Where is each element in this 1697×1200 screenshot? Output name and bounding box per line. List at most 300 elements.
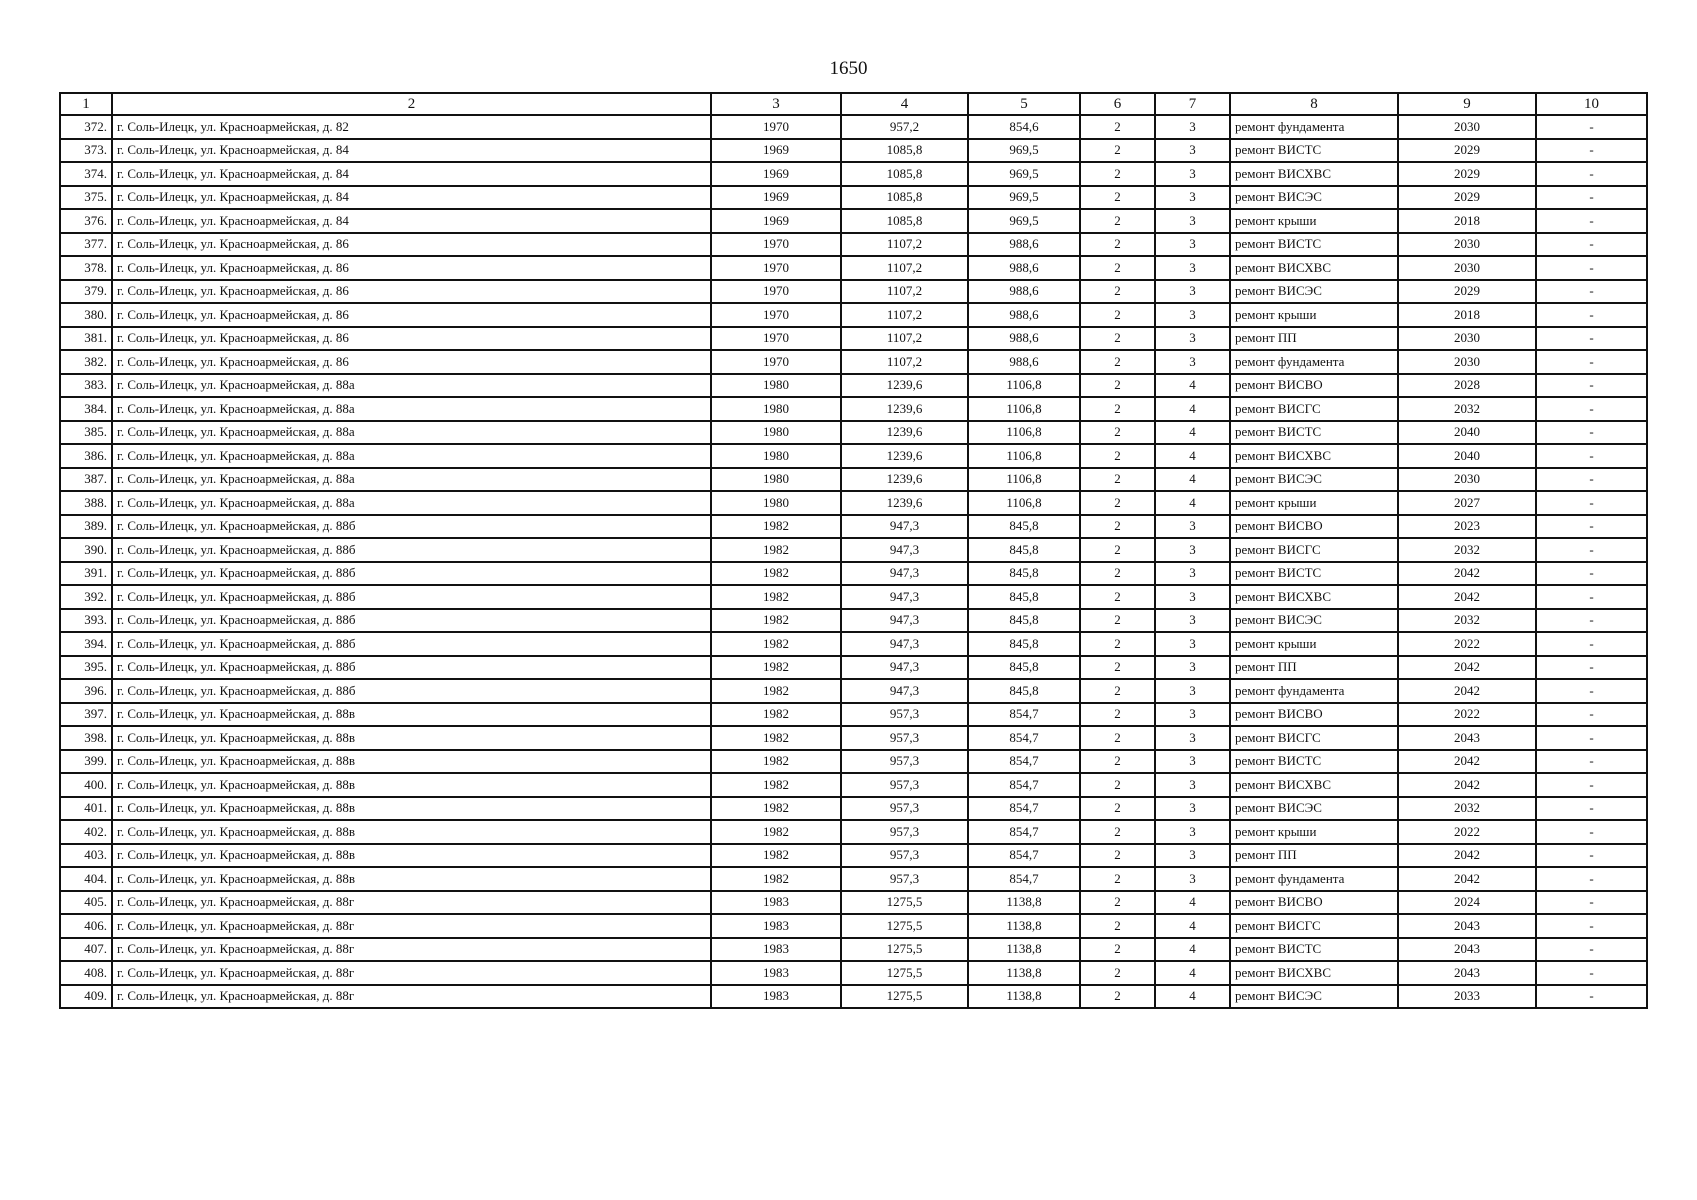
cell-row-number: 385. [60, 421, 112, 445]
cell-living-area: 854,7 [968, 703, 1080, 727]
cell-total-area: 1239,6 [841, 468, 968, 492]
cell-note: - [1536, 609, 1647, 633]
cell-row-number: 380. [60, 303, 112, 327]
cell-total-area: 947,3 [841, 632, 968, 656]
cell-note: - [1536, 820, 1647, 844]
table-row [60, 209, 1647, 233]
table-row [60, 256, 1647, 280]
cell-planned-year: 2030 [1398, 233, 1536, 257]
cell-living-area: 988,6 [968, 233, 1080, 257]
cell-build-year: 1970 [711, 327, 841, 351]
cell-planned-year: 2032 [1398, 797, 1536, 821]
cell-living-area: 854,6 [968, 115, 1080, 139]
cell-planned-year: 2029 [1398, 186, 1536, 210]
cell-total-area: 1239,6 [841, 491, 968, 515]
cell-entrances: 3 [1155, 538, 1230, 562]
cell-total-area: 1085,8 [841, 162, 968, 186]
cell-note: - [1536, 397, 1647, 421]
cell-total-area: 947,3 [841, 515, 968, 539]
cell-total-area: 1275,5 [841, 891, 968, 915]
cell-entrances: 3 [1155, 515, 1230, 539]
cell-row-number: 399. [60, 750, 112, 774]
column-header: 5 [968, 93, 1080, 115]
cell-work-type: ремонт ПП [1230, 327, 1398, 351]
cell-build-year: 1970 [711, 115, 841, 139]
cell-build-year: 1983 [711, 891, 841, 915]
cell-address: г. Соль-Илецк, ул. Красноармейская, д. 88в [112, 750, 711, 774]
cell-note: - [1536, 421, 1647, 445]
cell-entrances: 3 [1155, 773, 1230, 797]
cell-build-year: 1982 [711, 562, 841, 586]
cell-living-area: 1106,8 [968, 397, 1080, 421]
cell-entrances: 4 [1155, 421, 1230, 445]
cell-work-type: ремонт ВИСВО [1230, 703, 1398, 727]
cell-planned-year: 2028 [1398, 374, 1536, 398]
cell-entrances: 4 [1155, 491, 1230, 515]
cell-floors: 2 [1080, 162, 1155, 186]
cell-entrances: 3 [1155, 209, 1230, 233]
cell-address: г. Соль-Илецк, ул. Красноармейская, д. 88б [112, 538, 711, 562]
cell-row-number: 372. [60, 115, 112, 139]
cell-address: г. Соль-Илецк, ул. Красноармейская, д. 88б [112, 585, 711, 609]
cell-row-number: 397. [60, 703, 112, 727]
cell-living-area: 988,6 [968, 303, 1080, 327]
cell-entrances: 3 [1155, 139, 1230, 163]
cell-total-area: 1275,5 [841, 961, 968, 985]
cell-floors: 2 [1080, 256, 1155, 280]
cell-build-year: 1970 [711, 280, 841, 304]
cell-total-area: 947,3 [841, 609, 968, 633]
cell-living-area: 1106,8 [968, 421, 1080, 445]
cell-note: - [1536, 679, 1647, 703]
cell-floors: 2 [1080, 703, 1155, 727]
cell-address: г. Соль-Илецк, ул. Красноармейская, д. 88в [112, 867, 711, 891]
cell-floors: 2 [1080, 961, 1155, 985]
cell-build-year: 1982 [711, 773, 841, 797]
cell-total-area: 957,2 [841, 115, 968, 139]
table-row [60, 468, 1647, 492]
cell-planned-year: 2032 [1398, 538, 1536, 562]
cell-note: - [1536, 867, 1647, 891]
cell-floors: 2 [1080, 350, 1155, 374]
table-row [60, 773, 1647, 797]
cell-work-type: ремонт ВИСЭС [1230, 609, 1398, 633]
cell-note: - [1536, 280, 1647, 304]
cell-planned-year: 2043 [1398, 961, 1536, 985]
cell-living-area: 1106,8 [968, 491, 1080, 515]
cell-build-year: 1983 [711, 985, 841, 1009]
cell-note: - [1536, 468, 1647, 492]
table-row [60, 985, 1647, 1009]
cell-row-number: 392. [60, 585, 112, 609]
cell-work-type: ремонт фундамента [1230, 115, 1398, 139]
cell-living-area: 854,7 [968, 820, 1080, 844]
cell-row-number: 373. [60, 139, 112, 163]
cell-floors: 2 [1080, 985, 1155, 1009]
cell-living-area: 854,7 [968, 797, 1080, 821]
cell-planned-year: 2022 [1398, 703, 1536, 727]
cell-total-area: 1107,2 [841, 350, 968, 374]
cell-build-year: 1969 [711, 139, 841, 163]
cell-build-year: 1983 [711, 961, 841, 985]
cell-row-number: 374. [60, 162, 112, 186]
cell-note: - [1536, 844, 1647, 868]
cell-address: г. Соль-Илецк, ул. Красноармейская, д. 86 [112, 303, 711, 327]
table-row [60, 679, 1647, 703]
cell-total-area: 947,3 [841, 679, 968, 703]
cell-planned-year: 2042 [1398, 844, 1536, 868]
table-row [60, 397, 1647, 421]
cell-row-number: 396. [60, 679, 112, 703]
cell-entrances: 3 [1155, 844, 1230, 868]
cell-build-year: 1982 [711, 750, 841, 774]
table-row [60, 656, 1647, 680]
cell-living-area: 1106,8 [968, 468, 1080, 492]
cell-planned-year: 2033 [1398, 985, 1536, 1009]
cell-floors: 2 [1080, 444, 1155, 468]
cell-floors: 2 [1080, 609, 1155, 633]
cell-row-number: 390. [60, 538, 112, 562]
cell-total-area: 957,3 [841, 773, 968, 797]
table-row [60, 538, 1647, 562]
cell-total-area: 957,3 [841, 867, 968, 891]
cell-floors: 2 [1080, 515, 1155, 539]
cell-planned-year: 2030 [1398, 350, 1536, 374]
cell-work-type: ремонт ВИСТС [1230, 139, 1398, 163]
table-row [60, 327, 1647, 351]
cell-total-area: 957,3 [841, 726, 968, 750]
table-row [60, 632, 1647, 656]
cell-work-type: ремонт крыши [1230, 820, 1398, 844]
cell-build-year: 1982 [711, 797, 841, 821]
table-row [60, 233, 1647, 257]
column-header: 4 [841, 93, 968, 115]
cell-address: г. Соль-Илецк, ул. Красноармейская, д. 88а [112, 444, 711, 468]
cell-living-area: 845,8 [968, 562, 1080, 586]
cell-entrances: 3 [1155, 327, 1230, 351]
cell-build-year: 1970 [711, 350, 841, 374]
table-row [60, 938, 1647, 962]
cell-address: г. Соль-Илецк, ул. Красноармейская, д. 82 [112, 115, 711, 139]
cell-row-number: 376. [60, 209, 112, 233]
column-header: 8 [1230, 93, 1398, 115]
cell-address: г. Соль-Илецк, ул. Красноармейская, д. 88а [112, 468, 711, 492]
table-row [60, 350, 1647, 374]
cell-address: г. Соль-Илецк, ул. Красноармейская, д. 84 [112, 139, 711, 163]
cell-address: г. Соль-Илецк, ул. Красноармейская, д. 86 [112, 280, 711, 304]
cell-address: г. Соль-Илецк, ул. Красноармейская, д. 88г [112, 891, 711, 915]
cell-row-number: 404. [60, 867, 112, 891]
cell-total-area: 1085,8 [841, 209, 968, 233]
cell-planned-year: 2032 [1398, 397, 1536, 421]
cell-entrances: 3 [1155, 585, 1230, 609]
cell-entrances: 3 [1155, 820, 1230, 844]
cell-floors: 2 [1080, 491, 1155, 515]
cell-build-year: 1969 [711, 209, 841, 233]
cell-entrances: 3 [1155, 703, 1230, 727]
cell-planned-year: 2029 [1398, 139, 1536, 163]
cell-living-area: 988,6 [968, 280, 1080, 304]
cell-work-type: ремонт ВИСВО [1230, 515, 1398, 539]
column-header: 10 [1536, 93, 1647, 115]
cell-work-type: ремонт крыши [1230, 303, 1398, 327]
table-row [60, 703, 1647, 727]
cell-total-area: 957,3 [841, 703, 968, 727]
table-header-row [60, 93, 1647, 115]
cell-total-area: 1107,2 [841, 233, 968, 257]
cell-entrances: 3 [1155, 656, 1230, 680]
cell-living-area: 988,6 [968, 350, 1080, 374]
cell-living-area: 854,7 [968, 773, 1080, 797]
cell-floors: 2 [1080, 820, 1155, 844]
column-header: 3 [711, 93, 841, 115]
cell-row-number: 379. [60, 280, 112, 304]
cell-floors: 2 [1080, 797, 1155, 821]
cell-planned-year: 2043 [1398, 726, 1536, 750]
cell-total-area: 1085,8 [841, 139, 968, 163]
cell-floors: 2 [1080, 139, 1155, 163]
cell-total-area: 957,3 [841, 750, 968, 774]
cell-address: г. Соль-Илецк, ул. Красноармейская, д. 88б [112, 679, 711, 703]
cell-planned-year: 2042 [1398, 562, 1536, 586]
cell-row-number: 387. [60, 468, 112, 492]
table-row [60, 303, 1647, 327]
cell-row-number: 378. [60, 256, 112, 280]
cell-entrances: 4 [1155, 914, 1230, 938]
cell-entrances: 3 [1155, 797, 1230, 821]
cell-work-type: ремонт ВИСХВС [1230, 961, 1398, 985]
cell-planned-year: 2029 [1398, 162, 1536, 186]
cell-build-year: 1982 [711, 632, 841, 656]
cell-planned-year: 2032 [1398, 609, 1536, 633]
cell-build-year: 1970 [711, 233, 841, 257]
cell-total-area: 947,3 [841, 538, 968, 562]
cell-floors: 2 [1080, 585, 1155, 609]
cell-row-number: 377. [60, 233, 112, 257]
table-row [60, 139, 1647, 163]
cell-work-type: ремонт ВИСХВС [1230, 773, 1398, 797]
cell-floors: 2 [1080, 891, 1155, 915]
cell-address: г. Соль-Илецк, ул. Красноармейская, д. 84 [112, 162, 711, 186]
cell-living-area: 845,8 [968, 515, 1080, 539]
cell-floors: 2 [1080, 562, 1155, 586]
cell-floors: 2 [1080, 233, 1155, 257]
cell-work-type: ремонт фундамента [1230, 867, 1398, 891]
cell-row-number: 375. [60, 186, 112, 210]
cell-planned-year: 2042 [1398, 867, 1536, 891]
cell-address: г. Соль-Илецк, ул. Красноармейская, д. 86 [112, 233, 711, 257]
cell-work-type: ремонт ВИСТС [1230, 562, 1398, 586]
cell-build-year: 1982 [711, 585, 841, 609]
cell-work-type: ремонт ВИСХВС [1230, 585, 1398, 609]
cell-address: г. Соль-Илецк, ул. Красноармейская, д. 88г [112, 914, 711, 938]
cell-living-area: 854,7 [968, 844, 1080, 868]
repair-schedule-table [59, 92, 1648, 1009]
cell-floors: 2 [1080, 938, 1155, 962]
cell-build-year: 1982 [711, 844, 841, 868]
cell-total-area: 947,3 [841, 585, 968, 609]
cell-build-year: 1982 [711, 515, 841, 539]
cell-note: - [1536, 656, 1647, 680]
cell-work-type: ремонт ВИСГС [1230, 726, 1398, 750]
cell-living-area: 1138,8 [968, 891, 1080, 915]
cell-address: г. Соль-Илецк, ул. Красноармейская, д. 88в [112, 726, 711, 750]
cell-note: - [1536, 374, 1647, 398]
cell-living-area: 1138,8 [968, 961, 1080, 985]
cell-address: г. Соль-Илецк, ул. Красноармейская, д. 88в [112, 820, 711, 844]
cell-entrances: 4 [1155, 961, 1230, 985]
cell-planned-year: 2022 [1398, 632, 1536, 656]
cell-row-number: 384. [60, 397, 112, 421]
cell-build-year: 1983 [711, 938, 841, 962]
table-row [60, 609, 1647, 633]
cell-work-type: ремонт фундамента [1230, 350, 1398, 374]
cell-living-area: 845,8 [968, 538, 1080, 562]
cell-total-area: 947,3 [841, 656, 968, 680]
cell-planned-year: 2030 [1398, 327, 1536, 351]
cell-entrances: 3 [1155, 750, 1230, 774]
cell-entrances: 3 [1155, 867, 1230, 891]
cell-note: - [1536, 491, 1647, 515]
table-row [60, 115, 1647, 139]
cell-floors: 2 [1080, 726, 1155, 750]
table-row [60, 562, 1647, 586]
cell-work-type: ремонт ВИСЭС [1230, 186, 1398, 210]
cell-build-year: 1982 [711, 703, 841, 727]
cell-work-type: ремонт ВИСВО [1230, 374, 1398, 398]
cell-row-number: 386. [60, 444, 112, 468]
cell-row-number: 398. [60, 726, 112, 750]
cell-note: - [1536, 914, 1647, 938]
cell-address: г. Соль-Илецк, ул. Красноармейская, д. 88б [112, 632, 711, 656]
cell-address: г. Соль-Илецк, ул. Красноармейская, д. 88в [112, 844, 711, 868]
cell-living-area: 845,8 [968, 656, 1080, 680]
cell-work-type: ремонт крыши [1230, 632, 1398, 656]
cell-build-year: 1980 [711, 397, 841, 421]
cell-planned-year: 2043 [1398, 914, 1536, 938]
cell-address: г. Соль-Илецк, ул. Красноармейская, д. 88а [112, 374, 711, 398]
cell-build-year: 1980 [711, 491, 841, 515]
table-row [60, 162, 1647, 186]
cell-address: г. Соль-Илецк, ул. Красноармейская, д. 88а [112, 421, 711, 445]
cell-work-type: ремонт ВИСХВС [1230, 162, 1398, 186]
cell-build-year: 1969 [711, 186, 841, 210]
cell-row-number: 393. [60, 609, 112, 633]
cell-note: - [1536, 961, 1647, 985]
cell-note: - [1536, 938, 1647, 962]
cell-work-type: ремонт ВИСГС [1230, 397, 1398, 421]
cell-note: - [1536, 256, 1647, 280]
cell-address: г. Соль-Илецк, ул. Красноармейская, д. 86 [112, 256, 711, 280]
cell-work-type: ремонт ВИСЭС [1230, 985, 1398, 1009]
cell-planned-year: 2042 [1398, 585, 1536, 609]
cell-total-area: 957,3 [841, 797, 968, 821]
cell-note: - [1536, 303, 1647, 327]
cell-row-number: 406. [60, 914, 112, 938]
table-row [60, 891, 1647, 915]
cell-build-year: 1969 [711, 162, 841, 186]
cell-note: - [1536, 186, 1647, 210]
cell-total-area: 1239,6 [841, 397, 968, 421]
cell-total-area: 1275,5 [841, 914, 968, 938]
column-header: 7 [1155, 93, 1230, 115]
cell-address: г. Соль-Илецк, ул. Красноармейская, д. 86 [112, 350, 711, 374]
cell-row-number: 408. [60, 961, 112, 985]
cell-floors: 2 [1080, 209, 1155, 233]
table-row [60, 374, 1647, 398]
cell-floors: 2 [1080, 656, 1155, 680]
cell-living-area: 969,5 [968, 162, 1080, 186]
cell-build-year: 1982 [711, 726, 841, 750]
cell-work-type: ремонт ПП [1230, 656, 1398, 680]
cell-work-type: ремонт ВИСГС [1230, 538, 1398, 562]
cell-entrances: 4 [1155, 374, 1230, 398]
cell-note: - [1536, 703, 1647, 727]
cell-row-number: 388. [60, 491, 112, 515]
cell-total-area: 1239,6 [841, 444, 968, 468]
cell-planned-year: 2030 [1398, 468, 1536, 492]
table-row [60, 820, 1647, 844]
cell-entrances: 4 [1155, 938, 1230, 962]
cell-note: - [1536, 209, 1647, 233]
cell-entrances: 3 [1155, 726, 1230, 750]
table-row [60, 585, 1647, 609]
cell-work-type: ремонт крыши [1230, 209, 1398, 233]
table-row [60, 444, 1647, 468]
cell-build-year: 1970 [711, 303, 841, 327]
cell-planned-year: 2042 [1398, 773, 1536, 797]
cell-living-area: 1106,8 [968, 444, 1080, 468]
cell-row-number: 401. [60, 797, 112, 821]
cell-note: - [1536, 585, 1647, 609]
cell-work-type: ремонт ВИСЭС [1230, 468, 1398, 492]
cell-address: г. Соль-Илецк, ул. Красноармейская, д. 88б [112, 609, 711, 633]
cell-floors: 2 [1080, 914, 1155, 938]
cell-planned-year: 2040 [1398, 444, 1536, 468]
cell-row-number: 381. [60, 327, 112, 351]
cell-build-year: 1980 [711, 444, 841, 468]
cell-living-area: 845,8 [968, 679, 1080, 703]
cell-planned-year: 2022 [1398, 820, 1536, 844]
cell-planned-year: 2018 [1398, 209, 1536, 233]
cell-planned-year: 2042 [1398, 750, 1536, 774]
cell-address: г. Соль-Илецк, ул. Красноармейская, д. 88б [112, 562, 711, 586]
cell-total-area: 947,3 [841, 562, 968, 586]
cell-row-number: 395. [60, 656, 112, 680]
cell-build-year: 1980 [711, 421, 841, 445]
cell-work-type: ремонт ВИСЭС [1230, 280, 1398, 304]
cell-row-number: 409. [60, 985, 112, 1009]
cell-work-type: ремонт ВИСТС [1230, 233, 1398, 257]
cell-row-number: 383. [60, 374, 112, 398]
cell-address: г. Соль-Илецк, ул. Красноармейская, д. 86 [112, 327, 711, 351]
cell-living-area: 1106,8 [968, 374, 1080, 398]
cell-entrances: 4 [1155, 891, 1230, 915]
cell-row-number: 403. [60, 844, 112, 868]
cell-note: - [1536, 632, 1647, 656]
cell-planned-year: 2024 [1398, 891, 1536, 915]
cell-build-year: 1982 [711, 820, 841, 844]
cell-total-area: 957,3 [841, 844, 968, 868]
cell-total-area: 1107,2 [841, 280, 968, 304]
cell-floors: 2 [1080, 280, 1155, 304]
cell-build-year: 1982 [711, 656, 841, 680]
cell-entrances: 3 [1155, 303, 1230, 327]
cell-row-number: 400. [60, 773, 112, 797]
cell-floors: 2 [1080, 303, 1155, 327]
cell-floors: 2 [1080, 115, 1155, 139]
cell-planned-year: 2023 [1398, 515, 1536, 539]
